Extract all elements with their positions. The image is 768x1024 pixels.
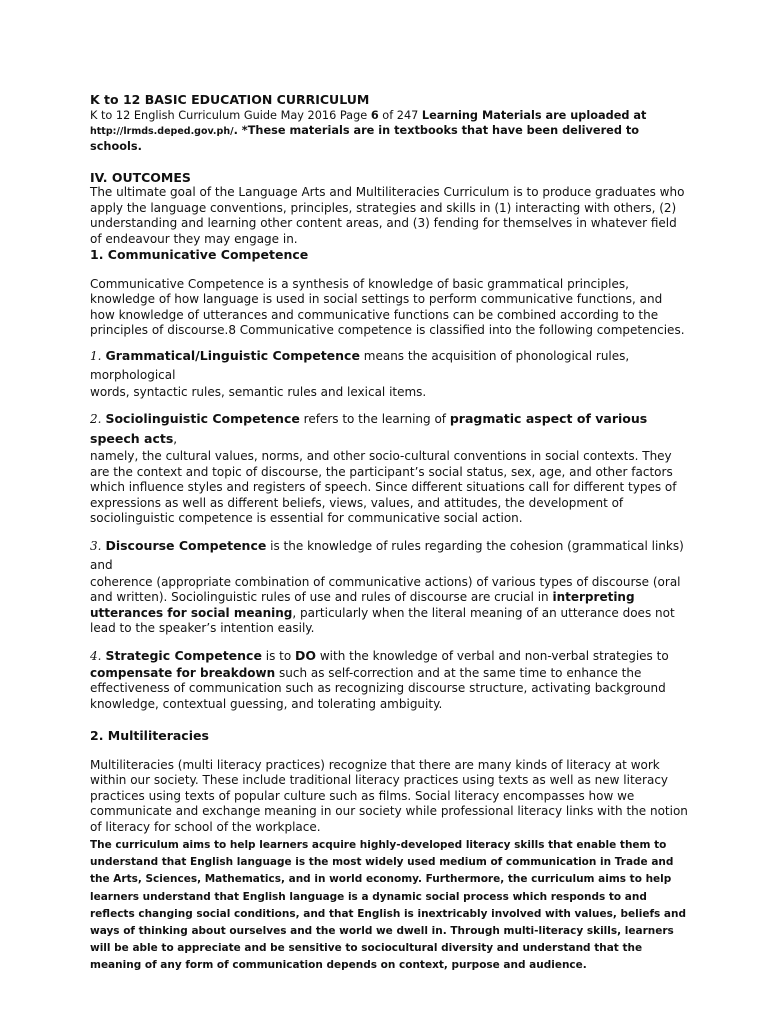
document-body [90,92,690,975]
outcomes-heading: IV. OUTCOMES [90,169,191,185]
item-text: means the acquisition of phonological rules, morphological [90,348,630,382]
item-text: is to [261,648,296,663]
competence-item-strategic [90,646,690,713]
multiliteracies-paragraph: Multiliteracies (multi literacy practices) recognize that there are many kinds of literacy at work within our society. These include traditional literacy practices using texts as well as new literacy practices using texts of popular culture such as films. Social literacy encompasses how we communicate and exchange meaning in our society while professional literacy links with the notion of literacy for school of the workplace. [90,757,688,834]
page-number: 6 [370,108,379,122]
item-text: , [173,432,178,446]
item-text-continued: namely, the cultural values, norms, and other socio-cultural conventions in social contexts. They are the context and topic of discourse, the participant’s social status, sex, age, and other factors which influence styles and registers of speech. Since different situations call for different types of expressions as well as different beliefs, views, values, and attitudes, the development of sociolinguistic competence is essential for communicative social action. [90,449,677,525]
competence-item-grammatical [90,346,690,401]
item-term: Strategic Competence [105,647,262,663]
item-text: is the knowledge of rules regarding the cohesion (grammatical links) and [90,538,684,572]
item-text-continued: such as self-correction and at the same time to enhance the effectiveness of communication such as recognizing discourse structure, activating background knowledge, contextual guessing, and tolerating ambiguity. [90,665,666,711]
item-number: 1. [90,348,102,363]
meta-text: K to 12 English Curriculum Guide May 2016 Page [90,108,371,122]
communicative-heading: 1. Communicative Competence [90,247,309,262]
meta-note: . *These materials are in textbooks that have been delivered to schools. [90,123,639,153]
competence-item-discourse [90,536,690,637]
document-meta [90,108,690,154]
meta-text: of 247 [378,108,422,122]
item-number: 2. [90,412,102,426]
item-number: 4. [90,648,102,663]
document-title: K to 12 BASIC EDUCATION CURRICULUM [90,92,370,107]
item-text: refers to the learning of [299,412,450,426]
item-emphasis: compensate for breakdown [90,665,276,680]
meta-bold-text: Learning Materials are uploaded at [421,108,647,122]
item-term: Discourse Competence [105,537,267,553]
item-term: Sociolinguistic Competence [105,411,300,426]
communicative-paragraph: Communicative Competence is a synthesis of knowledge of basic grammatical principles, knowledge of how language is used in social settings to perform communicative functions, and how knowledge of utterances and communicative functions can be combined according to the principles of discourse.8 Communicative competence is classified into the following competencies. [90,276,685,337]
item-text-continued: coherence (appropriate combination of communicative actions) of various types of discourse (oral and written). Sociolinguistic rules of use and rules of discourse are crucial in [90,574,681,604]
item-emphasis: pragmatic aspect of various speech acts [90,411,648,446]
item-term: Grammatical/Linguistic Competence [105,347,360,363]
item-text-continued: , particularly when the literal meaning of an utterance does not lead to the speaker’s intention easily. [90,605,675,635]
materials-link[interactable]: http://lrmds.deped.gov.ph/ [90,125,234,137]
item-number: 3. [90,538,102,553]
item-text: with the knowledge of verbal and non-verbal strategies to [316,648,669,663]
item-text-continued: words, syntactic rules, semantic rules and lexical items. [90,384,427,399]
multiliteracies-heading: 2. Multiliteracies [90,728,209,743]
item-emphasis: interpreting utterances for social meaning [90,590,635,620]
item-emphasis: DO [295,647,317,663]
competence-item-sociolinguistic [90,409,690,527]
curriculum-aims-paragraph: The curriculum aims to help learners acquire highly-developed literacy skills that enable them to understand that English language is the most widely used medium of communication in Trade and the Arts, Sciences, Mathematics, and in world economy. Furthermore, the curriculum aims to help learners understand that English language is a dynamic social process which responds to and reflects changing social conditions, and that English is inextricably involved with values, beliefs and ways of thinking about ourselves and the world we dwell in. Through multi-literacy skills, learners will be able to appreciate and be sensitive to sociocultural diversity and understand that the meaning of any form of communication depends on context, purpose and audience. [90,839,686,972]
outcomes-intro: The ultimate goal of the Language Arts and Multiliteracies Curriculum is to produce graduates who apply the language conventions, principles, strategies and skills in (1) interacting with others, (2) understanding and learning other content areas, and (3) fending for themselves in whatever field of endeavour they may engage in. [90,185,685,246]
